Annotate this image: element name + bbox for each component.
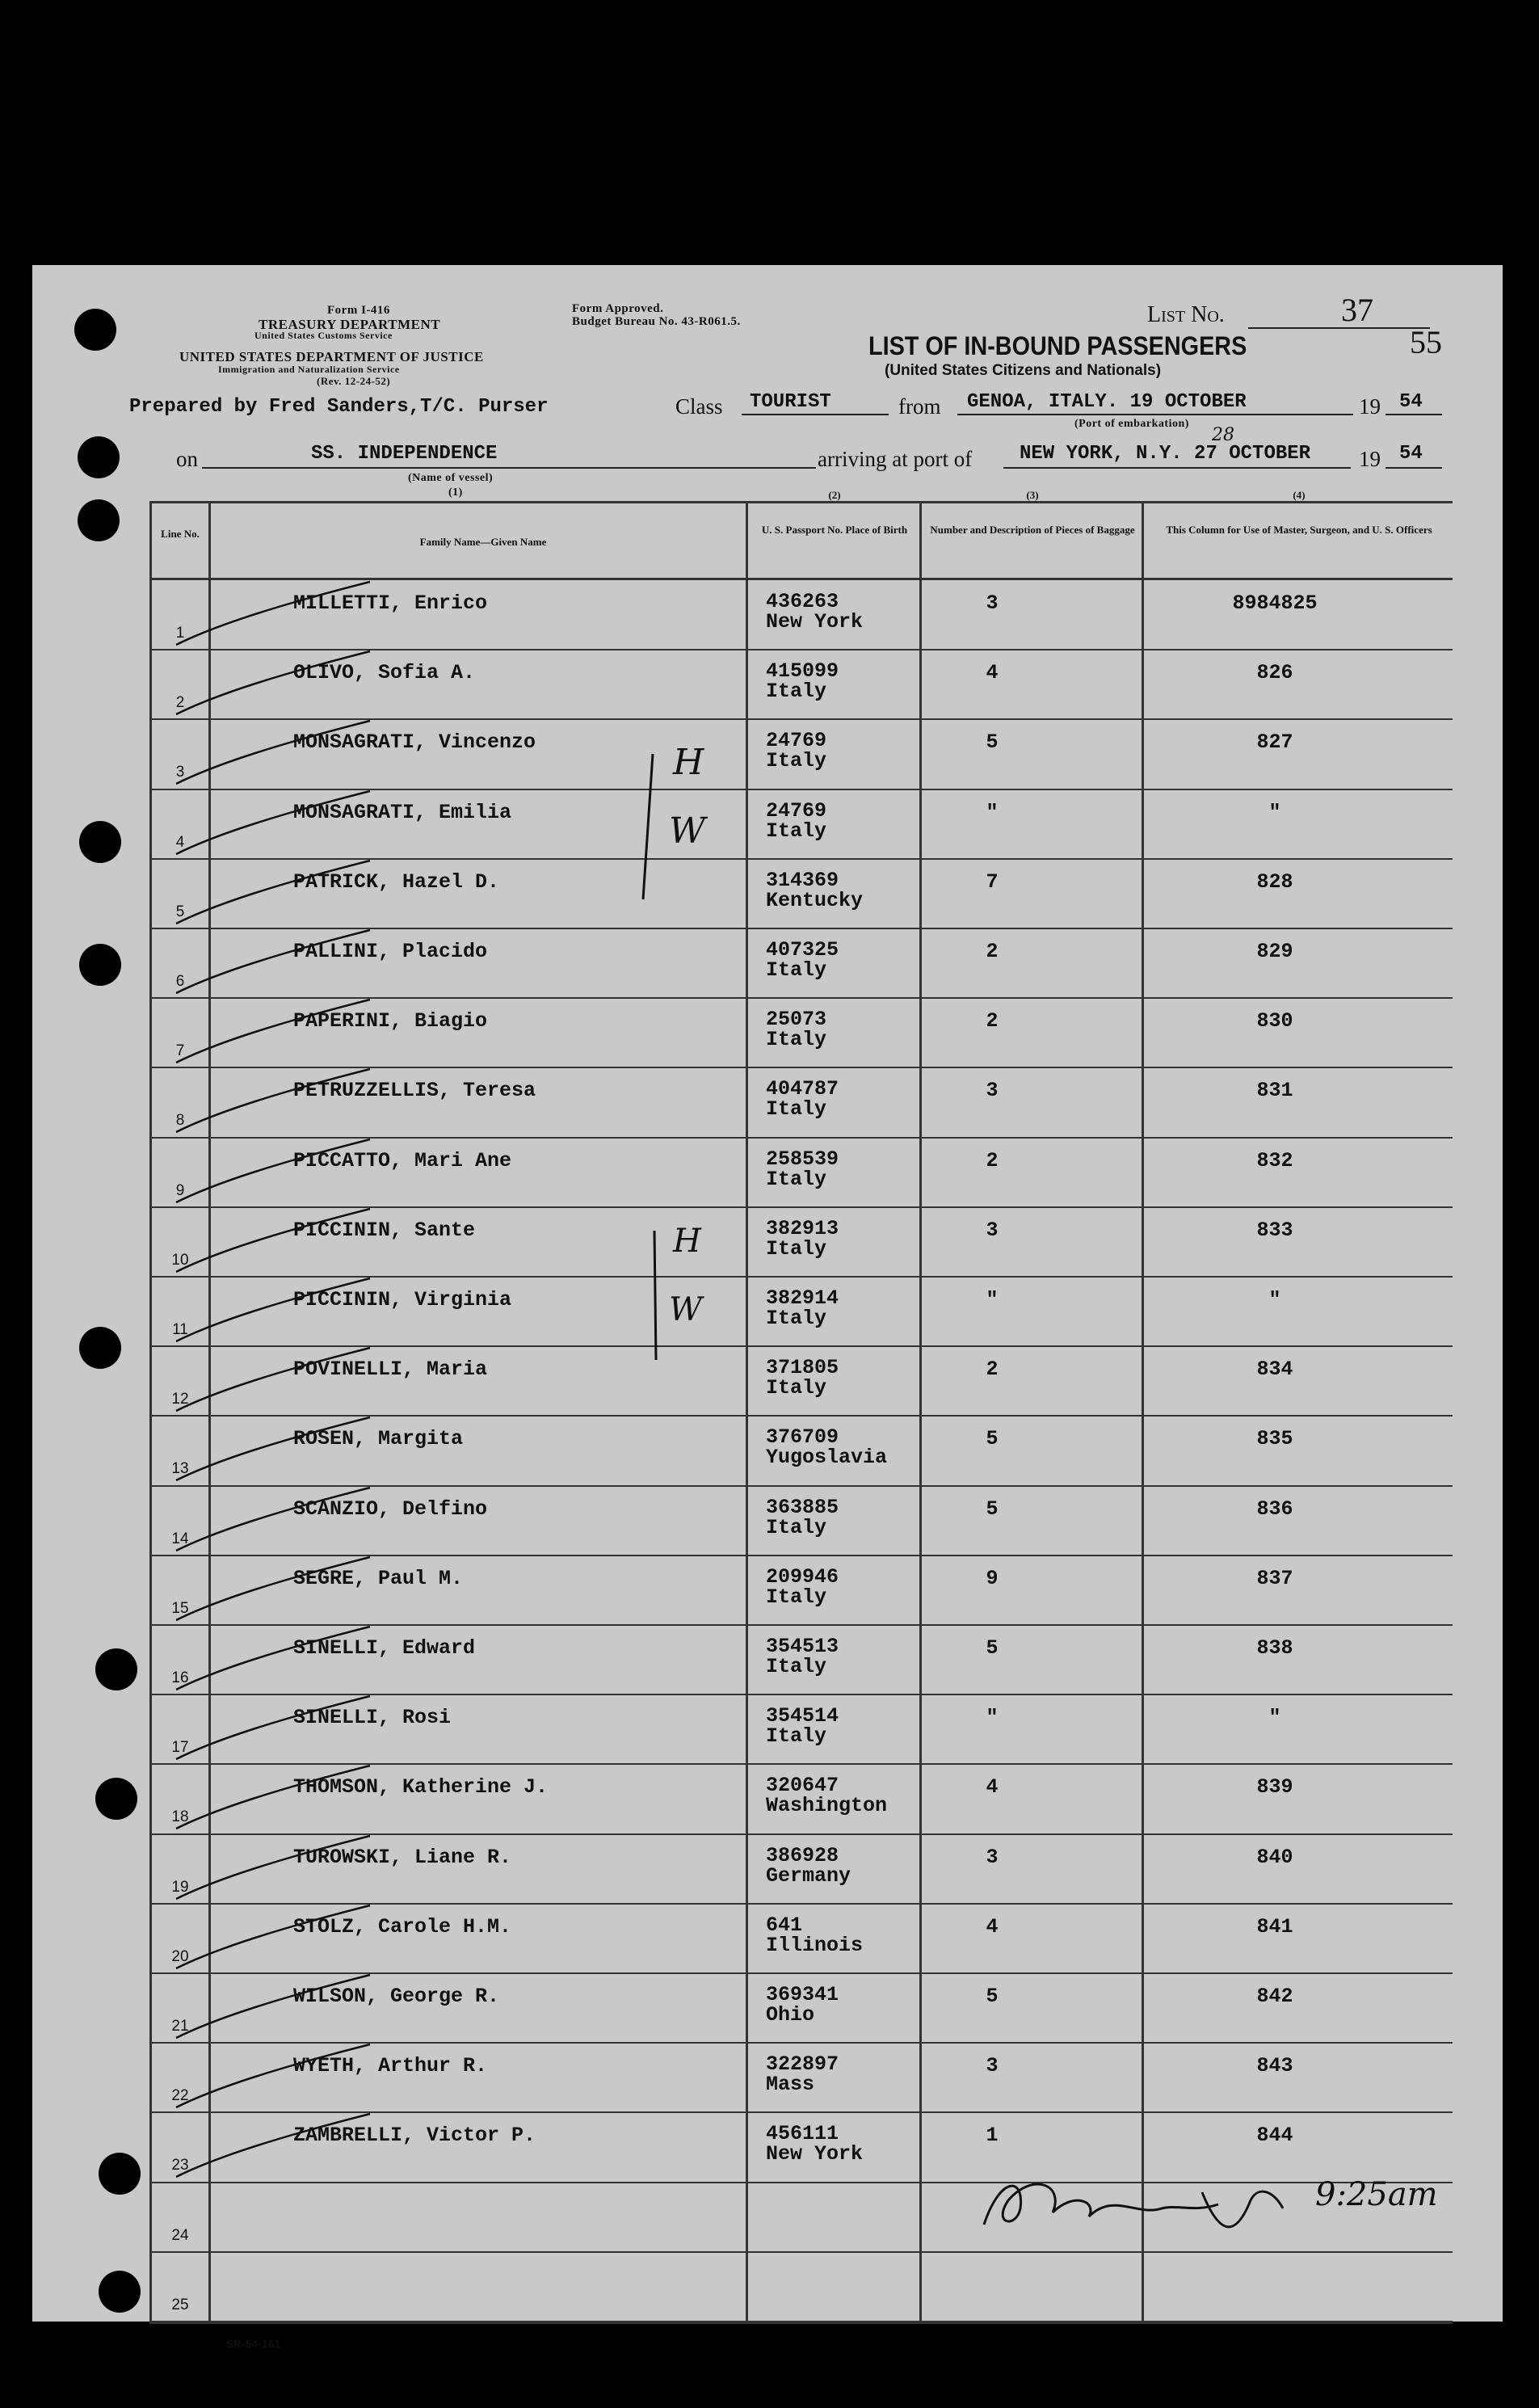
table-row [152,1694,1453,1764]
passport-number: 456111 [766,2122,839,2146]
line-number: 8 [175,1112,185,1130]
passenger-name: ZAMBRELLI, Victor P. [293,2124,536,2148]
from-year-rule [1386,414,1442,415]
arrival-year: 54 [1399,443,1423,465]
tally-check-mark [168,1764,378,1833]
baggage-count: 4 [986,1775,999,1800]
line-number: 24 [171,2226,189,2244]
baggage-count: 3 [986,1845,999,1869]
tally-check-mark [168,1138,378,1207]
justice-dept: UNITED STATES DEPARTMENT OF JUSTICE [179,349,484,364]
prepared-by: Prepared by Fred Sanders,T/C. Purser [129,396,549,418]
passenger-name: PALLINI, Placido [293,940,488,963]
vessel-rule [202,467,816,469]
line-number: 22 [171,2087,189,2105]
tally-check-mark [168,1067,378,1137]
tally-check-mark [168,650,378,719]
from-label: from [898,394,941,419]
baggage-count: 2 [986,1358,999,1382]
place-of-birth: Italy [766,1376,827,1400]
officer-number: 838 [1256,1636,1293,1660]
officer-number: " [1268,800,1281,824]
officer-number: 834 [1256,1358,1293,1382]
tally-check-mark [168,789,378,859]
arrival-correction: 28 [1212,425,1234,445]
form-revision: (Rev. 12-24-52) [317,375,391,387]
list-subtitle: (United States Citizens and Nationals) [885,362,1162,379]
line-number: 10 [171,1251,189,1269]
line-number: 23 [171,2157,189,2174]
table-row [152,789,1453,859]
line-number: 9 [175,1181,185,1199]
passport-cell [766,1009,826,1050]
punch-hole [99,2153,141,2195]
passport-number: 354513 [766,1635,839,1658]
officer-number: 839 [1256,1775,1293,1800]
place-of-birth: Italy [766,749,827,773]
place-of-birth: Germany [766,1863,851,1888]
place-of-birth: New York [766,610,864,634]
line-number: 16 [171,1669,189,1686]
list-number: 37 [1341,292,1373,328]
passport-number: 407325 [766,938,839,962]
passport-cell [766,2124,863,2164]
table-row [152,1486,1453,1556]
passport-cell [766,1636,839,1677]
punch-hole [74,309,116,351]
passenger-name: WILSON, George R. [293,1985,500,2008]
passenger-name: SCANZIO, Delfino [293,1497,488,1521]
passenger-name: PAPERINI, Biagio [293,1009,488,1034]
passport-cell [766,798,827,843]
line-number: 14 [171,1530,189,1547]
line-number: 15 [171,1599,189,1617]
officer-number: 827 [1256,730,1293,755]
tally-check-mark [168,1973,378,2043]
officer-number: 836 [1256,1497,1293,1521]
table-row [152,2252,1453,2322]
table-row [152,859,1453,928]
passport-cell [766,1704,839,1749]
table-row [152,650,1453,719]
line-number: 7 [175,1042,185,1060]
household-head-mark: H [673,742,704,783]
on-label: on [176,447,198,471]
punch-hole [79,821,121,863]
baggage-count: " [986,800,999,824]
line-number: 2 [175,694,185,712]
passport-cell [766,870,863,911]
passport-cell [766,591,863,632]
place-of-birth: Italy [766,1028,827,1052]
place-of-birth: Italy [766,1655,827,1678]
treasury-dept: TREASURY DEPARTMENT [259,317,441,332]
baggage-count: 3 [986,1218,999,1242]
passenger-name: ROSEN, Margita [293,1427,464,1451]
table-row [152,1346,1453,1416]
passenger-name: POVINELLI, Maria [293,1358,488,1382]
baggage-count: 3 [986,2054,999,2078]
table-row [152,1834,1453,1904]
officer-number: 842 [1256,1985,1293,2008]
passenger-name: THOMSON, Katherine J. [293,1775,549,1800]
tally-check-mark [168,2112,378,2182]
place-of-birth: Italy [766,958,827,982]
passenger-name: SEGRE, Paul M. [293,1566,464,1590]
place-of-birth: New York [766,2142,864,2166]
place-of-birth: Washington [766,1794,888,1818]
tally-check-mark [168,1556,378,1625]
line-number: 6 [175,973,185,990]
page-number: 55 [1410,324,1442,360]
arrival-rule [1003,467,1351,469]
passport-cell [766,1497,839,1538]
tally-check-mark [168,1904,378,1973]
class-label: Class [675,394,723,419]
passport-number: 404787 [766,1077,839,1101]
line-number: 17 [171,1739,189,1757]
table-row [152,2043,1453,2112]
passenger-table [149,489,1453,2324]
customs-service: United States Customs Service [254,330,393,341]
passport-cell [766,1915,863,1955]
tally-check-mark [168,1834,378,1904]
officer-number: 833 [1256,1218,1293,1242]
col-header-line-no: Line No. [161,528,200,540]
officer-number: 844 [1256,2124,1293,2148]
line-number: 4 [175,833,185,851]
table-row [152,1973,1453,2043]
passport-cell [766,940,839,980]
passport-number: 369341 [766,1983,839,2006]
baggage-count: 5 [986,1985,999,2008]
passport-cell [766,1358,839,1398]
passenger-name: PETRUZZELLIS, Teresa [293,1079,536,1103]
passport-cell [766,1425,888,1470]
passport-number: 386928 [766,1843,839,1867]
place-of-birth: Italy [766,819,827,843]
punch-hole [99,2271,141,2313]
line-number: 20 [171,1947,189,1965]
baggage-count: 4 [986,1914,999,1939]
officer-number: 841 [1256,1914,1293,1939]
baggage-count: 7 [986,869,999,894]
line-number: 1 [175,625,185,642]
place-of-birth: Italy [766,1307,827,1330]
household-wife-mark: W [669,1291,703,1328]
place-of-birth: Italy [766,1724,827,1749]
tally-check-mark [168,1207,378,1277]
table-row [152,1207,1453,1277]
table-row [152,1904,1453,1973]
passenger-name: MILLETTI, Enrico [293,591,488,615]
tally-check-mark [168,580,378,650]
place-of-birth: Italy [766,1515,827,1539]
baggage-count: 2 [986,1009,999,1034]
passport-number: 258539 [766,1147,839,1171]
arriving-label: arriving at port of [818,447,973,471]
table-row [152,928,1453,998]
passport-number: 25073 [766,1008,827,1032]
punch-hole [95,1648,137,1690]
passport-number: 314369 [766,868,839,892]
tally-check-mark [168,928,378,998]
table-row [152,1067,1453,1137]
tally-check-mark [168,2043,378,2112]
col1-number: (1) [448,486,463,499]
place-of-birth: Italy [766,680,827,704]
tally-check-mark [168,1486,378,1556]
passport-cell [766,659,839,704]
passport-number: 322897 [766,2052,839,2077]
passport-number: 436263 [766,590,839,613]
officer-number: 829 [1256,940,1293,963]
passenger-name: MONSAGRATI, Vincenzo [293,730,536,755]
line-number: 12 [171,1391,189,1408]
form-code: SR-54-161 [226,2338,281,2350]
passport-number: 382913 [766,1216,839,1240]
passport-cell [766,1149,839,1189]
table-row [152,1138,1453,1207]
place-of-birth: Italy [766,1167,827,1191]
col-number-3: (3) [1026,489,1039,501]
place-of-birth: Mass [766,2073,815,2097]
table-row [152,1556,1453,1625]
officer-number: 826 [1256,661,1293,685]
punch-hole [78,436,120,478]
arrival-year-prefix: 19 [1359,447,1381,471]
line-number: 13 [171,1460,189,1478]
table-row [152,580,1453,650]
passenger-name: OLIVO, Sofia A. [293,661,476,685]
from-year: 54 [1399,391,1423,413]
col-header-officers: This Column for Use of Master, Surgeon, and U. S. Officers [1166,524,1432,536]
officer-number: 843 [1256,2054,1293,2078]
passenger-name: PICCININ, Sante [293,1218,476,1242]
col-header-passport: U. S. Passport No. Place of Birth [761,524,908,536]
place-of-birth: Italy [766,1097,827,1122]
place-of-birth: Yugoslavia [766,1446,888,1470]
list-no-label: List No. [1147,302,1225,327]
line-number: 11 [172,1321,188,1338]
from-value: GENOA, ITALY. 19 OCTOBER [967,391,1247,413]
passport-cell [766,1564,839,1609]
baggage-count: 3 [986,591,999,615]
line-number: 18 [171,1808,189,1826]
form-number: Form I-416 [327,304,390,317]
tally-check-mark [168,1625,378,1694]
passport-number: 382914 [766,1286,839,1310]
baggage-count: " [986,1706,999,1730]
officer-signature [976,2168,1291,2241]
officer-number: 828 [1256,869,1293,894]
baggage-count: 2 [986,1148,999,1172]
punch-hole [95,1778,137,1820]
arrival-year-rule [1386,467,1442,469]
passport-number: 209946 [766,1564,839,1589]
passenger-name: SINELLI, Edward [293,1636,476,1660]
passport-number: 363885 [766,1495,839,1519]
passport-number: 371805 [766,1356,839,1380]
baggage-count: 9 [986,1566,999,1590]
punch-hole [78,499,120,541]
punch-hole [79,944,121,986]
vessel-caption: (Name of vessel) [408,472,494,484]
place-of-birth: Italy [766,1585,827,1609]
tally-check-mark [168,1416,378,1485]
officer-number: 835 [1256,1427,1293,1451]
class-value: TOURIST [750,391,831,413]
baggage-count: 4 [986,661,999,685]
tally-check-mark [168,1346,378,1416]
tally-check-mark [168,998,378,1067]
household-wife-mark: W [669,810,706,852]
passport-number: 24769 [766,729,827,753]
baggage-count: 5 [986,1636,999,1660]
budget-bureau: Budget Bureau No. 43-R061.5. [572,315,741,328]
baggage-count: 2 [986,940,999,963]
officer-number: " [1268,1706,1281,1730]
passport-cell [766,1288,839,1328]
officer-number: 8984825 [1232,591,1318,615]
table-row [152,998,1453,1067]
baggage-count: " [986,1288,999,1311]
passport-cell [766,1843,851,1888]
form-approved: Form Approved. [572,302,664,315]
tally-check-mark [168,1277,378,1346]
table-row [152,719,1453,789]
passport-number: 24769 [766,798,827,823]
passenger-name: PATRICK, Hazel D. [293,869,500,894]
passenger-name: WYETH, Arthur R. [293,2054,488,2078]
class-rule [742,414,889,415]
passport-number: 376709 [766,1425,839,1450]
row-rule [152,2321,1453,2322]
port-embarkation-caption: (Port of embarkation) [1074,418,1189,430]
household-head-mark: H [673,1223,701,1260]
punch-hole [79,1327,121,1369]
vessel-name: SS. INDEPENDENCE [311,443,498,465]
place-of-birth: Ohio [766,2003,815,2027]
passenger-name: PICCININ, Virginia [293,1288,512,1311]
officer-number: 830 [1256,1009,1293,1034]
tally-check-mark [168,859,378,928]
col-header-baggage: Number and Description of Pieces of Baggage [930,524,1135,536]
passport-number: 320647 [766,1774,839,1798]
tally-check-mark [168,719,378,789]
line-number: 21 [171,2018,189,2035]
passenger-name: MONSAGRATI, Emilia [293,800,512,824]
officer-number: " [1268,1288,1281,1311]
col-number-4: (4) [1293,489,1306,501]
col-header-name: Family Name—Given Name [419,536,547,548]
list-title: LIST OF IN-BOUND PASSENGERS [868,331,1247,360]
tally-check-mark [168,1694,378,1764]
officer-number: 840 [1256,1845,1293,1869]
officer-number: 831 [1256,1079,1293,1103]
officer-number: 832 [1256,1148,1293,1172]
line-number: 5 [175,903,185,920]
passport-cell [766,1077,839,1122]
passenger-name: SINELLI, Rosi [293,1706,452,1730]
baggage-count: 3 [986,1079,999,1103]
passport-cell [766,1985,839,2025]
place-of-birth: Illinois [766,1933,864,1957]
line-number: 19 [171,1878,189,1896]
baggage-count: 5 [986,730,999,755]
passport-cell [766,1775,887,1816]
table-row [152,1277,1453,1346]
table-row [152,1625,1453,1694]
ins-name: Immigration and Naturalization Service [218,364,400,375]
baggage-count: 5 [986,1497,999,1521]
signature-time: 9:25am [1315,2176,1438,2213]
line-number: 3 [175,764,185,781]
baggage-count: 5 [986,1427,999,1451]
passport-number: 354514 [766,1704,839,1728]
arrival-value: NEW YORK, N.Y. 27 OCTOBER [1020,443,1311,465]
passenger-name: TUROWSKI, Liane R. [293,1845,512,1869]
passport-cell [766,2052,839,2097]
from-rule [957,414,1353,415]
baggage-count: 1 [986,2124,999,2148]
place-of-birth: Kentucky [766,888,864,912]
officer-number: 837 [1256,1566,1293,1590]
passport-cell [766,1216,839,1261]
table-row [152,1764,1453,1833]
passport-number: 641 [766,1913,803,1937]
line-number: 25 [171,2296,189,2313]
passenger-name: PICCATTO, Mari Ane [293,1148,512,1172]
list-no-rule [1248,327,1430,329]
passport-cell [766,730,826,771]
table-row [152,1416,1453,1485]
place-of-birth: Italy [766,1236,827,1261]
passport-number: 415099 [766,659,839,684]
passenger-name: STOLZ, Carole H.M. [293,1914,512,1939]
from-year-prefix: 19 [1359,394,1381,419]
col-number-2: (2) [828,489,841,501]
